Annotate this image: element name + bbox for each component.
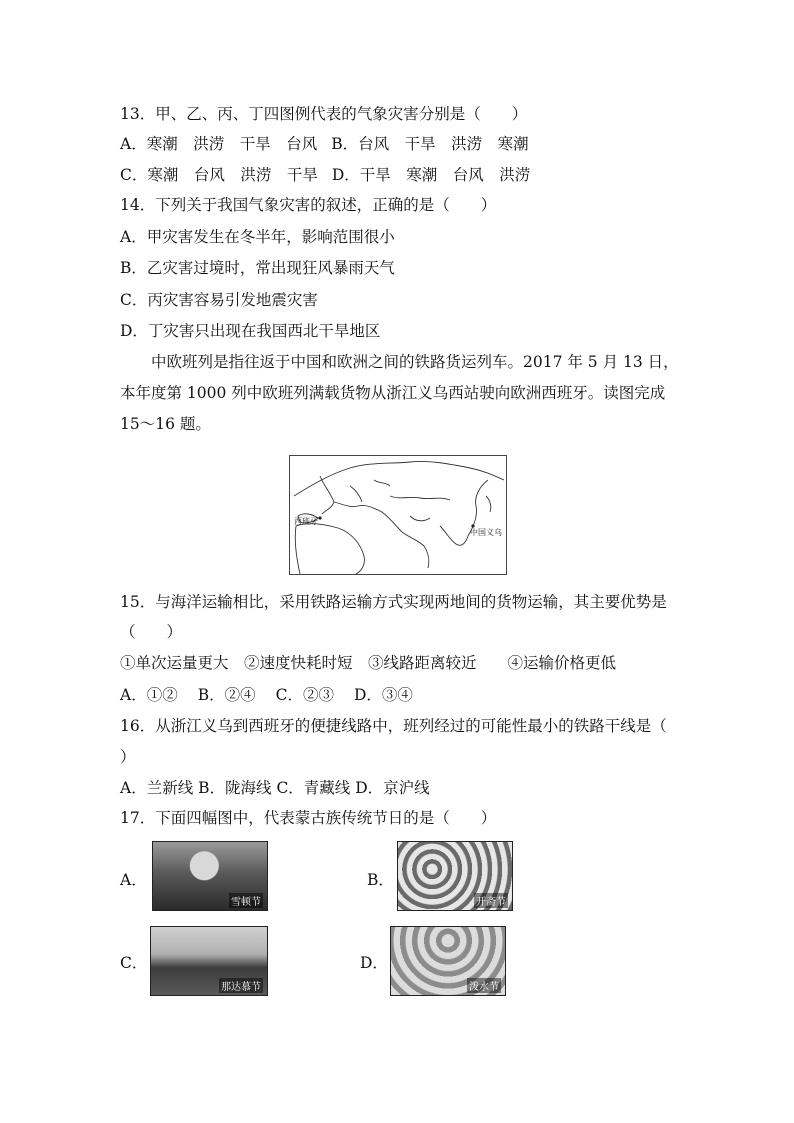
q13-option-c: C．寒潮 台风 洪涝 干旱 [120,166,318,184]
q14-stem: 14．下列关于我国气象灾害的叙述，正确的是（ ） [120,196,497,214]
q16-stem-line-1: 16．从浙江义乌到西班牙的便捷线路中，班列经过的可能性最小的铁路干线是（ [120,717,667,735]
q15-choices: ①单次运量更大 ②速度快耗时短 ③线路距离较近 ④运输价格更低 [120,654,617,672]
q15-stem-line-1: 15．与海洋运输相比，采用铁路运输方式实现两地间的货物运输，其主要优势是 [120,593,667,611]
q15-options [120,685,413,705]
q14-option-b: B．乙灾害过境时，常出现狂风暴雨天气 [120,259,395,277]
q17-option-c-label: C． [120,954,148,972]
q15-option-c: C．②③ [275,686,334,704]
q17-photo-c [150,926,268,996]
q17-stem: 17．下面四幅图中，代表蒙古族传统节日的是（ ） [120,809,497,827]
q17-option-a-label: A． [120,871,147,889]
q17-caption-d: 泼水节 [467,978,501,993]
q15-option-a: A．①② [120,686,178,704]
q15-stem-line-2: （ ） [120,623,183,641]
passage-line-3: 15～16 题。 [120,415,211,433]
q16-stem-line-2: ） [120,748,136,766]
passage-line-2: 本年度第 1000 列中欧班列满载货物从浙江义乌西站驶向欧洲西班牙。读图完成 [120,384,666,402]
q15-option-b: B．②④ [197,686,256,704]
q14-option-d: D．丁灾害只出现在我国西北干旱地区 [120,322,381,340]
eurasia-outline [290,456,506,574]
q14-option-a: A．甲灾害发生在冬半年，影响范围很小 [120,228,395,246]
q13-stem: 13．甲、乙、丙、丁四图例代表的气象灾害分别是（ ） [120,105,528,123]
q13-option-d: D．干旱 寒潮 台风 洪涝 [331,166,531,184]
q17-photo-b [397,841,513,911]
q17-caption-a: 雪顿节 [229,893,263,908]
q16-options: A．兰新线 B．陇海线 C．青藏线 D．京沪线 [120,779,430,797]
q17-caption-c: 那达慕节 [219,978,263,993]
q17-caption-b: 开斋节 [474,893,508,908]
q13-option-b: B．台风 干旱 洪涝 寒潮 [331,135,529,153]
map-label-spain: 西班牙 [294,517,318,526]
q15-option-d: D．③④ [353,686,413,704]
map-label-yiwu: 中国义乌 [470,528,502,537]
q13-options-row2 [120,165,530,185]
q14-option-c: C．丙灾害容易引发地震灾害 [120,291,318,309]
q17-photo-a [152,841,268,911]
q17-option-b-label: B． [367,871,394,889]
q13-options-row1 [120,134,529,154]
eurasia-map [289,455,507,575]
q13-option-a: A．寒潮 洪涝 干旱 台风 [120,135,318,153]
q17-photo-d [390,926,506,996]
passage-line-1: 中欧班列是指往返于中国和欧洲之间的铁路货运列车。2017 年 5 月 13 日， [120,353,679,371]
q17-option-d-label: D． [360,954,388,972]
